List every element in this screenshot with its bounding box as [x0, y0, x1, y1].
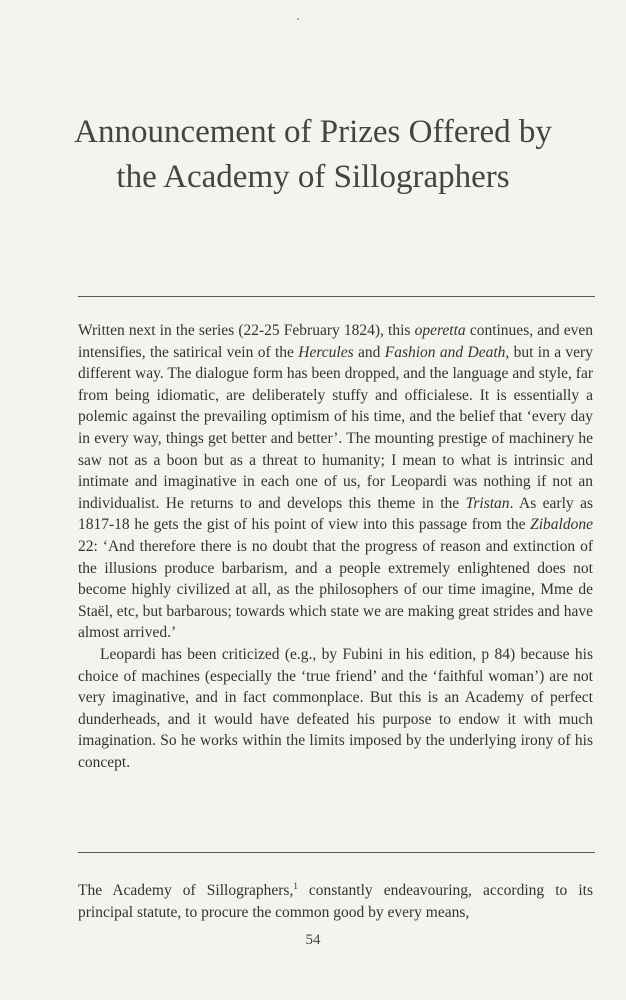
intro-text-run: 22: ‘And therefore there is no doubt that the progress of reason and extinction of the illusions produce barbarism, and a people extremely enlightened does not become highly civilized at all, as the philosophers of our time imagine, Mme de Staël, etc, but barbarous; towards which state we are making great strides and have almost arrived.’	[78, 537, 593, 642]
top-divider	[78, 296, 595, 297]
italic-title: operetta	[414, 322, 466, 339]
italic-title: Tristan	[465, 494, 510, 512]
intro-text-run: , but in a very different way. The dialogue form has been dropped, and the language and style, far from being idiomatic, are deliberately stuffy and officialese. It is essentially a polemic against the prevailing optimism of his time, and the belief that ‘every day in every way, things get better and better’. The mounting prestige of machinery he saw not as a boon but as a threat to humanity; I mean to what is intrinsic and intimate and imaginative in each one of us, for Leopardi was nothing if not an individualist. He returns to and develops this theme in the	[78, 343, 593, 512]
italic-title: Fashion and Death	[384, 343, 506, 361]
intro-paragraph-1	[78, 320, 593, 644]
introduction	[78, 320, 593, 773]
bottom-divider	[78, 852, 595, 853]
intro-text-run: Written next in the series (22-25 February 1824), this	[78, 322, 415, 339]
chapter-title: Announcement of Prizes Offered by the Academy of Sillographers	[74, 114, 552, 195]
ink-dot	[297, 18, 299, 20]
page-number: 54	[305, 932, 321, 948]
body-paragraph	[78, 880, 593, 923]
footnote-marker[interactable]: 1	[293, 880, 298, 891]
intro-text-run: continues, and even intensifies, the satirical vein of the	[78, 322, 594, 361]
intro-text-run: and	[353, 343, 385, 361]
body-text-start: The Academy of Sillographers,	[78, 882, 294, 899]
italic-title: Zibaldone	[530, 516, 593, 534]
italic-title: Hercules	[298, 343, 354, 361]
intro-text-run: . As early as 1817-18 he gets the gist of his point of view into this passage from the	[78, 494, 593, 534]
intro-paragraph-2: Leopardi has been criticized (e.g., by Fubini in his edition, p 84) because his choice of machines (especially the ‘true friend’ and the ‘faithful woman’) are not very imaginative, and in fact commonplace. But this is an Academy of perfect dunderheads, and it would have defeated his purpose to endow it with much imagination. So he works within the limits imposed by the underlying irony of his concept.	[78, 645, 593, 771]
body-text-rest: constantly endeavouring, according to its principal statute, to procure the common good by every means,	[78, 882, 593, 921]
